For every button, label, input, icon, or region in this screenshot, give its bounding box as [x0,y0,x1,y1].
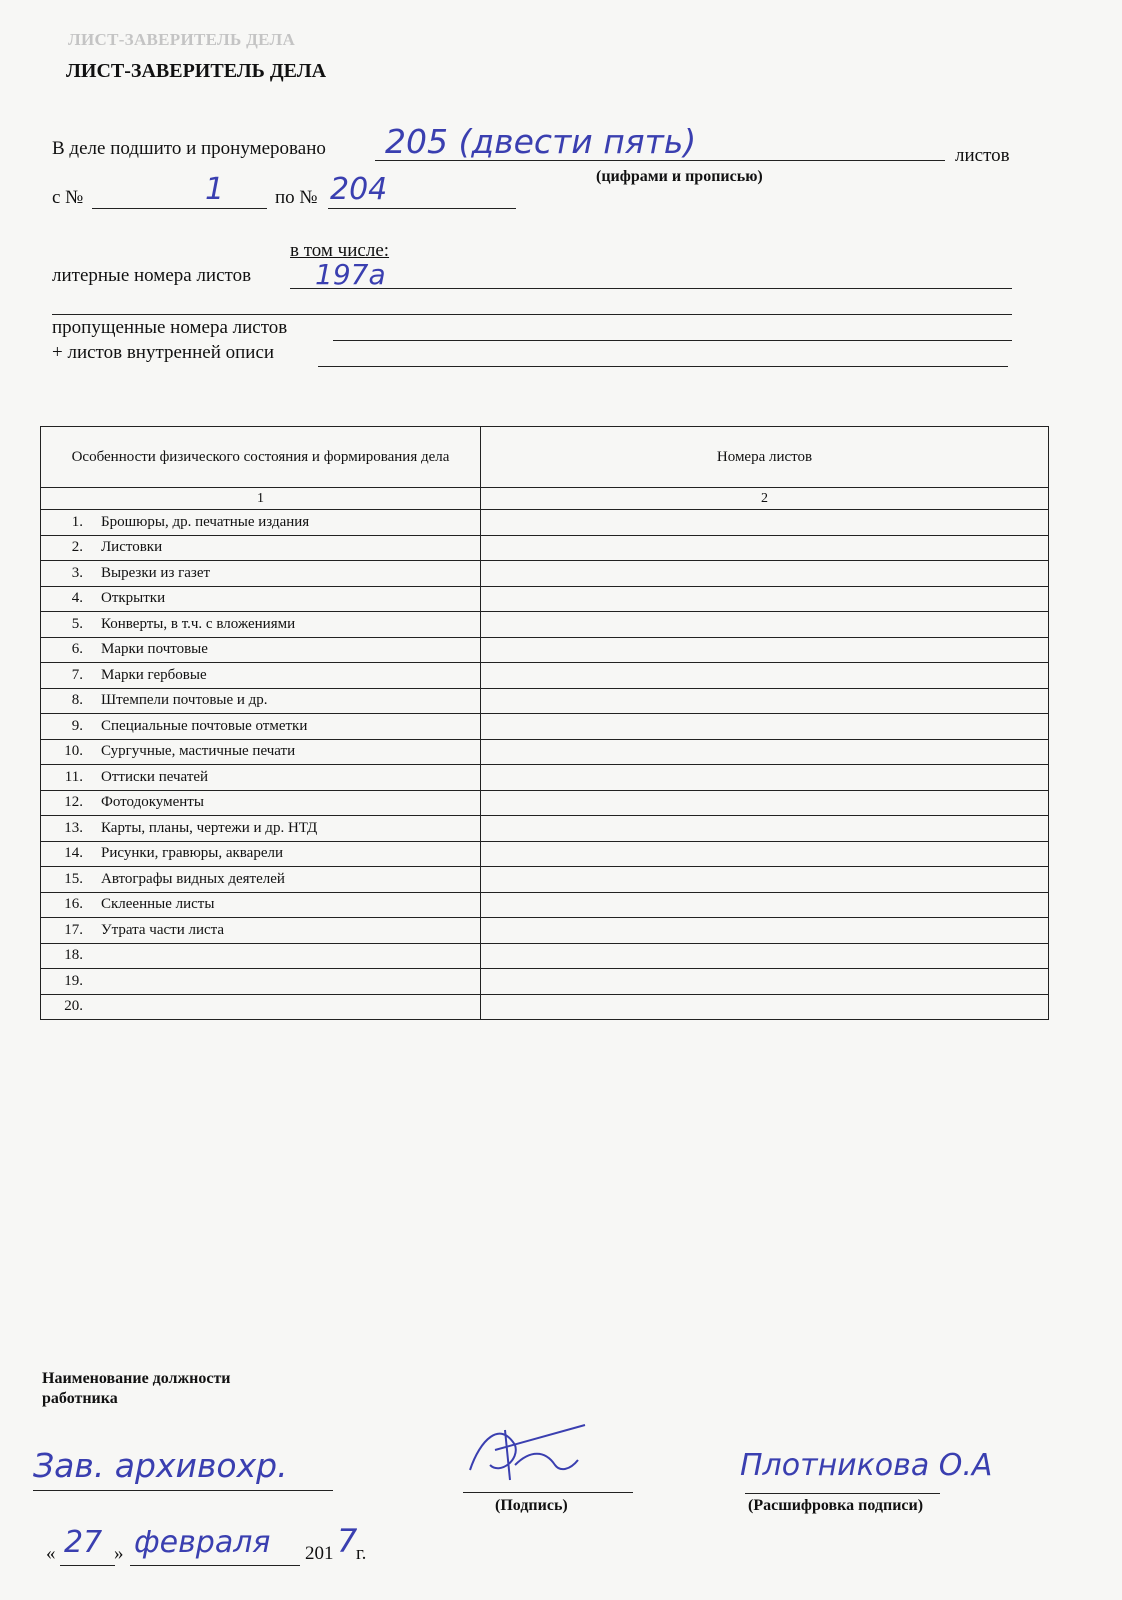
table-row [41,510,1049,536]
table-row [41,892,1049,918]
row-label: Оттиски печатей [101,768,209,785]
from-line [92,208,267,209]
date-close-quote: » [114,1543,124,1564]
row-label: Карты, планы, чертежи и др. НТД [101,819,318,836]
row-number: 7. [71,666,83,683]
col1-number: 1 [41,488,481,510]
row-number: 18. [64,947,83,964]
position-line [33,1490,333,1491]
row-label: Листовки [101,539,163,556]
row-number: 12. [64,794,83,811]
row-label-cell [41,510,481,536]
to-value: 204 [330,172,388,207]
row-number: 20. [64,998,83,1015]
from-label: с № [52,187,84,208]
signature-caption: (Подпись) [495,1497,568,1514]
row-number: 3. [71,564,83,581]
table-row [41,867,1049,893]
row-label: Штемпели почтовые и др. [101,692,268,709]
table-row [41,739,1049,765]
table-row [41,714,1049,740]
table-row [41,688,1049,714]
row-label-cell [41,969,481,995]
row-label-cell [41,535,481,561]
col1-header: Особенности физического состояния и формирования дела [41,427,481,488]
row-label: Марки гербовые [101,666,207,683]
date-open-quote: « [46,1543,56,1564]
row-label-cell [41,994,481,1020]
physical-state-table [40,426,1049,1020]
literal-value: 197а [315,258,386,291]
position-label-1: Наименование должности [42,1370,231,1387]
row-number: 17. [64,921,83,938]
ghost-title: ЛИСТ-ЗАВЕРИТЕЛЬ ДЕЛА [68,30,296,49]
row-number: 16. [64,896,83,913]
row-sheet-numbers-cell [481,790,1049,816]
position-value: Зав. архивохр. [33,1446,288,1485]
position-label-2: работника [42,1390,118,1407]
row-label-cell [41,841,481,867]
table-row [41,790,1049,816]
table-row [41,943,1049,969]
count-suffix: листов [955,145,1010,166]
row-label-cell [41,714,481,740]
row-label-cell [41,867,481,893]
table-row [41,994,1049,1020]
row-number: 10. [64,743,83,760]
row-number: 4. [71,590,83,607]
row-label-cell [41,816,481,842]
row-sheet-numbers-cell [481,867,1049,893]
including-heading: в том числе: [290,240,390,261]
table-row [41,586,1049,612]
row-sheet-numbers-cell [481,918,1049,944]
row-number: 14. [64,845,83,862]
row-label: Сургучные, мастичные печати [101,743,296,760]
col2-number: 2 [481,488,1049,510]
literal-line [290,288,1012,289]
decode-value: Плотникова О.А [740,1448,993,1483]
row-sheet-numbers-cell [481,994,1049,1020]
table-row [41,561,1049,587]
row-label-cell [41,612,481,638]
row-sheet-numbers-cell [481,612,1049,638]
row-number: 1. [71,513,83,530]
table-row [41,612,1049,638]
row-label-cell [41,943,481,969]
row-number: 19. [64,972,83,989]
row-sheet-numbers-cell [481,892,1049,918]
from-value: 1 [205,172,225,207]
count-hint: (цифрами и прописью) [596,168,763,185]
row-number: 5. [71,615,83,632]
decode-line [745,1493,940,1494]
row-label-cell [41,918,481,944]
row-sheet-numbers-cell [481,637,1049,663]
row-label: Конверты, в т.ч. с вложениями [101,615,296,632]
row-sheet-numbers-cell [481,535,1049,561]
row-label: Специальные почтовые отметки [101,717,308,734]
row-label: Вырезки из газет [101,564,211,581]
table-row [41,918,1049,944]
count-label: В деле подшито и пронумеровано [52,138,326,159]
row-label: Автографы видных деятелей [101,870,285,887]
literal-line-2 [52,314,1012,315]
date-year-prefix: 201 [305,1543,334,1564]
table-row [41,663,1049,689]
row-label: Утрата части листа [101,921,225,938]
row-sheet-numbers-cell [481,739,1049,765]
table-row [41,816,1049,842]
table-row [41,969,1049,995]
row-sheet-numbers-cell [481,969,1049,995]
date-day-line [60,1565,115,1566]
row-label-cell [41,561,481,587]
row-label-cell [41,739,481,765]
table-row [41,841,1049,867]
row-label-cell [41,663,481,689]
date-day: 27 [64,1525,103,1560]
row-sheet-numbers-cell [481,561,1049,587]
document-title: ЛИСТ-ЗАВЕРИТЕЛЬ ДЕЛА [66,60,327,82]
row-number: 2. [71,539,83,556]
row-sheet-numbers-cell [481,510,1049,536]
row-number: 6. [71,641,83,658]
row-number: 11. [64,768,83,785]
row-label: Склеенные листы [101,896,215,913]
row-number: 9. [71,717,83,734]
row-sheet-numbers-cell [481,841,1049,867]
row-label: Рисунки, гравюры, акварели [101,845,284,862]
row-label-cell [41,765,481,791]
literal-label: литерные номера листов [52,265,252,286]
signature-image [460,1410,590,1490]
handwritten-count: 205 (двести пять) [385,122,697,161]
row-sheet-numbers-cell [481,765,1049,791]
to-label: по № [275,187,318,208]
row-sheet-numbers-cell [481,586,1049,612]
row-sheet-numbers-cell [481,688,1049,714]
row-label-cell [41,586,481,612]
row-sheet-numbers-cell [481,714,1049,740]
row-number: 8. [71,692,83,709]
inner-inventory-label: + листов внутренней описи [52,342,275,363]
to-line [328,208,516,209]
row-number: 13. [64,819,83,836]
table-row [41,765,1049,791]
row-label: Фотодокументы [101,794,204,811]
table-row [41,535,1049,561]
row-label-cell [41,892,481,918]
date-month-line [130,1565,300,1566]
date-year-suffix: 7 [337,1522,358,1560]
row-sheet-numbers-cell [481,663,1049,689]
missing-line [333,340,1012,341]
row-label: Открытки [101,590,166,607]
row-label-cell [41,637,481,663]
row-label: Марки почтовые [101,641,208,658]
inner-inventory-line [318,366,1008,367]
row-label-cell [41,790,481,816]
row-label-cell [41,688,481,714]
decode-caption: (Расшифровка подписи) [748,1497,924,1514]
signature-line [463,1492,633,1493]
row-sheet-numbers-cell [481,943,1049,969]
row-sheet-numbers-cell [481,816,1049,842]
row-label: Брошюры, др. печатные издания [101,513,310,530]
table-row [41,637,1049,663]
date-year-unit: г. [356,1543,367,1564]
col2-header: Номера листов [481,427,1049,488]
missing-label: пропущенные номера листов [52,317,288,338]
row-number: 15. [64,870,83,887]
date-month: февраля [134,1525,271,1560]
